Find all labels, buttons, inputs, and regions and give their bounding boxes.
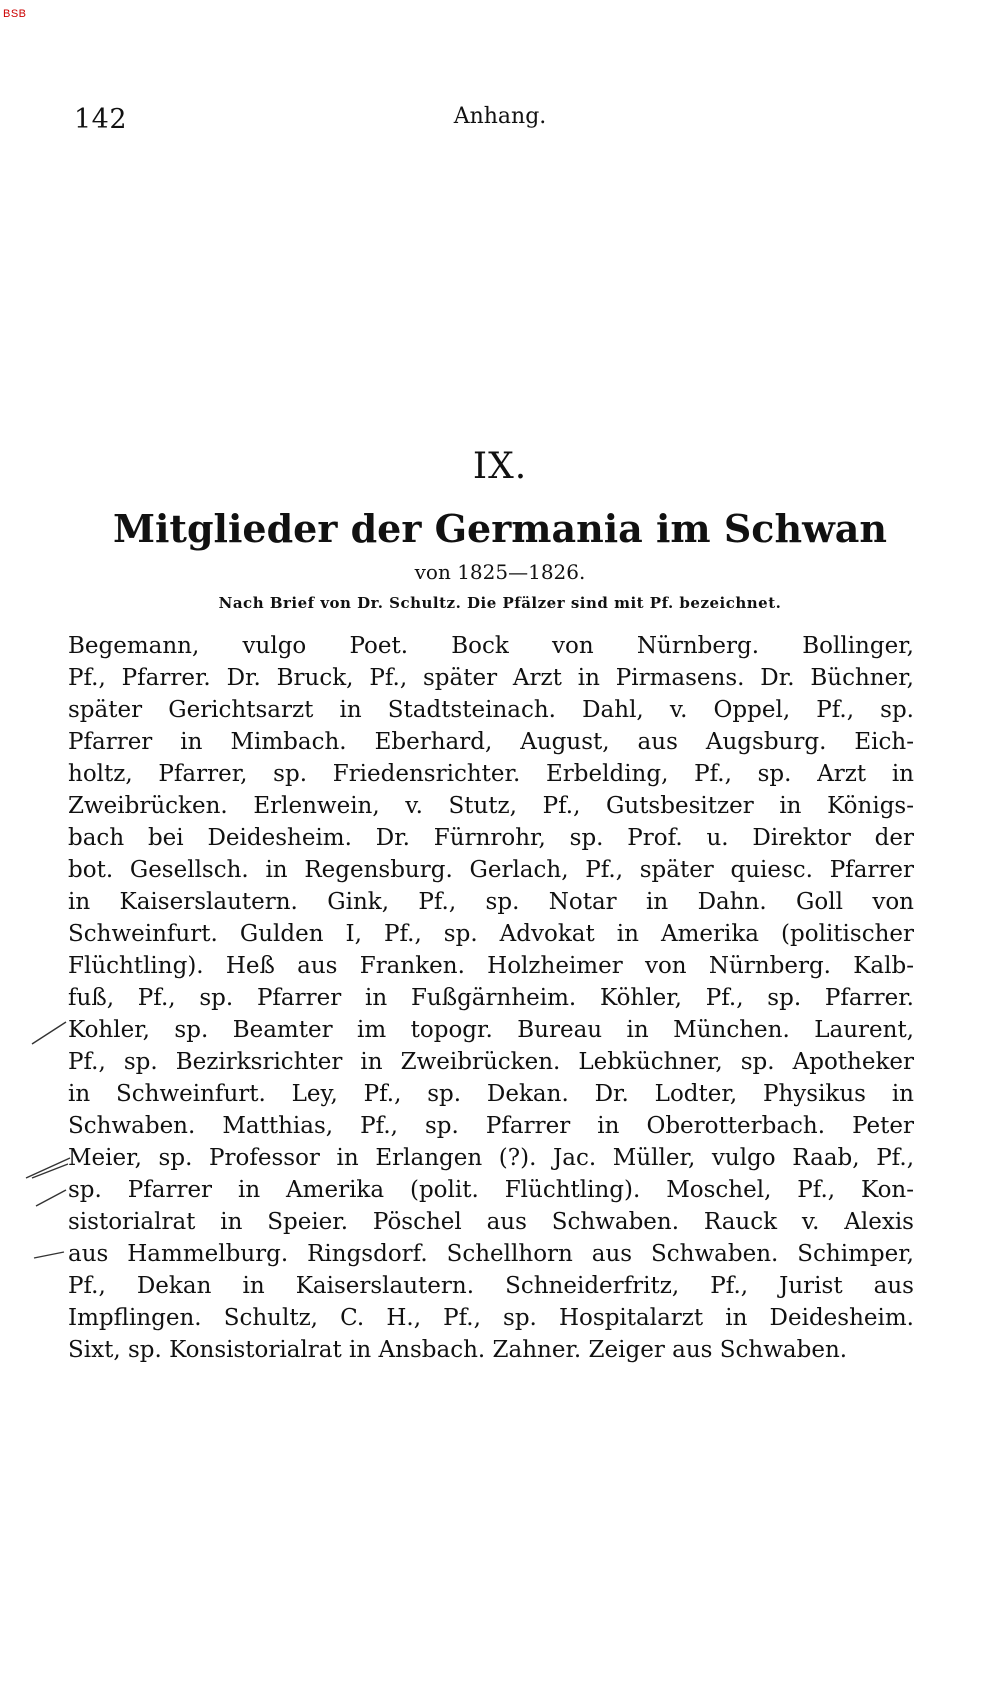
- body-line: in Schweinfurt. Ley, Pf., sp. Dekan. Dr. Lodter, Physikus in: [68, 1081, 914, 1107]
- body-line: holtz, Pfarrer, sp. Friedensrichter. Erbelding, Pf., sp. Arzt in: [68, 761, 914, 787]
- body-line: Kohler, sp. Beamter im topogr. Bureau in München. Laurent,: [68, 1017, 914, 1043]
- pencil-mark-icon: [32, 1244, 68, 1264]
- body-line: Pf., Pfarrer. Dr. Bruck, Pf., später Arzt in Pirmasens. Dr. Büchner,: [68, 665, 914, 691]
- body-line: Pf., Dekan in Kaiserslautern. Schneiderfritz, Pf., Jurist aus: [68, 1273, 914, 1299]
- member-list-paragraph: [68, 630, 914, 1366]
- body-line: bach bei Deidesheim. Dr. Fürnrohr, sp. Prof. u. Direktor der: [68, 825, 914, 851]
- pencil-mark-icon: [34, 1186, 70, 1210]
- body-line: bot. Gesellsch. in Regensburg. Gerlach, Pf., später quiesc. Pfarrer: [68, 857, 914, 883]
- body-line: Sixt, sp. Konsistorialrat in Ansbach. Zahner. Zeiger aus Schwaben.: [68, 1337, 848, 1363]
- library-watermark: BSB: [3, 8, 27, 20]
- body-line: aus Hammelburg. Ringsdorf. Schellhorn aus Schwaben. Schimper,: [68, 1241, 914, 1267]
- body-line: sistorialrat in Speier. Pöschel aus Schwaben. Rauck v. Alexis: [68, 1209, 914, 1235]
- body-line: in Kaiserslautern. Gink, Pf., sp. Notar in Dahn. Goll von: [68, 889, 914, 915]
- pencil-mark-icon: [30, 1018, 70, 1048]
- body-line: Zweibrücken. Erlenwein, v. Stutz, Pf., Gutsbesitzer in Königs-: [68, 793, 914, 819]
- body-line: sp. Pfarrer in Amerika (polit. Flüchtling). Moschel, Pf., Kon-: [68, 1177, 914, 1203]
- body-line: Schweinfurt. Gulden I, Pf., sp. Advokat in Amerika (politischer: [68, 921, 914, 947]
- body-line: Meier, sp. Professor in Erlangen (?). Jac. Müller, vulgo Raab, Pf.,: [68, 1145, 914, 1171]
- pencil-mark-icon: [24, 1152, 74, 1182]
- section-title: Mitglieder der Germania im Schwan: [112, 506, 888, 551]
- body-line: Flüchtling). Heß aus Franken. Holzheimer von Nürnberg. Kalb-: [68, 953, 914, 979]
- page-number: 142: [74, 104, 128, 135]
- body-line: fuß, Pf., sp. Pfarrer in Fußgärnheim. Köhler, Pf., sp. Pfarrer.: [68, 985, 914, 1011]
- body-line: Schwaben. Matthias, Pf., sp. Pfarrer in Oberotterbach. Peter: [68, 1113, 914, 1139]
- body-line: Begemann, vulgo Poet. Bock von Nürnberg. Bollinger,: [68, 633, 914, 659]
- body-line: später Gerichtsarzt in Stadtsteinach. Dahl, v. Oppel, Pf., sp.: [68, 697, 914, 723]
- body-line: Impflingen. Schultz, C. H., Pf., sp. Hospitalarzt in Deidesheim.: [68, 1305, 914, 1331]
- chapter-number: IX.: [472, 446, 528, 487]
- year-range: von 1825—1826.: [414, 560, 586, 584]
- body-line: Pfarrer in Mimbach. Eberhard, August, aus Augsburg. Eich-: [68, 729, 914, 755]
- running-head: Anhang.: [453, 104, 547, 129]
- source-note: Nach Brief von Dr. Schultz. Die Pfälzer sind mit Pf. bezeichnet.: [218, 594, 782, 612]
- body-line: Pf., sp. Bezirksrichter in Zweibrücken. Lebküchner, sp. Apotheker: [68, 1049, 914, 1075]
